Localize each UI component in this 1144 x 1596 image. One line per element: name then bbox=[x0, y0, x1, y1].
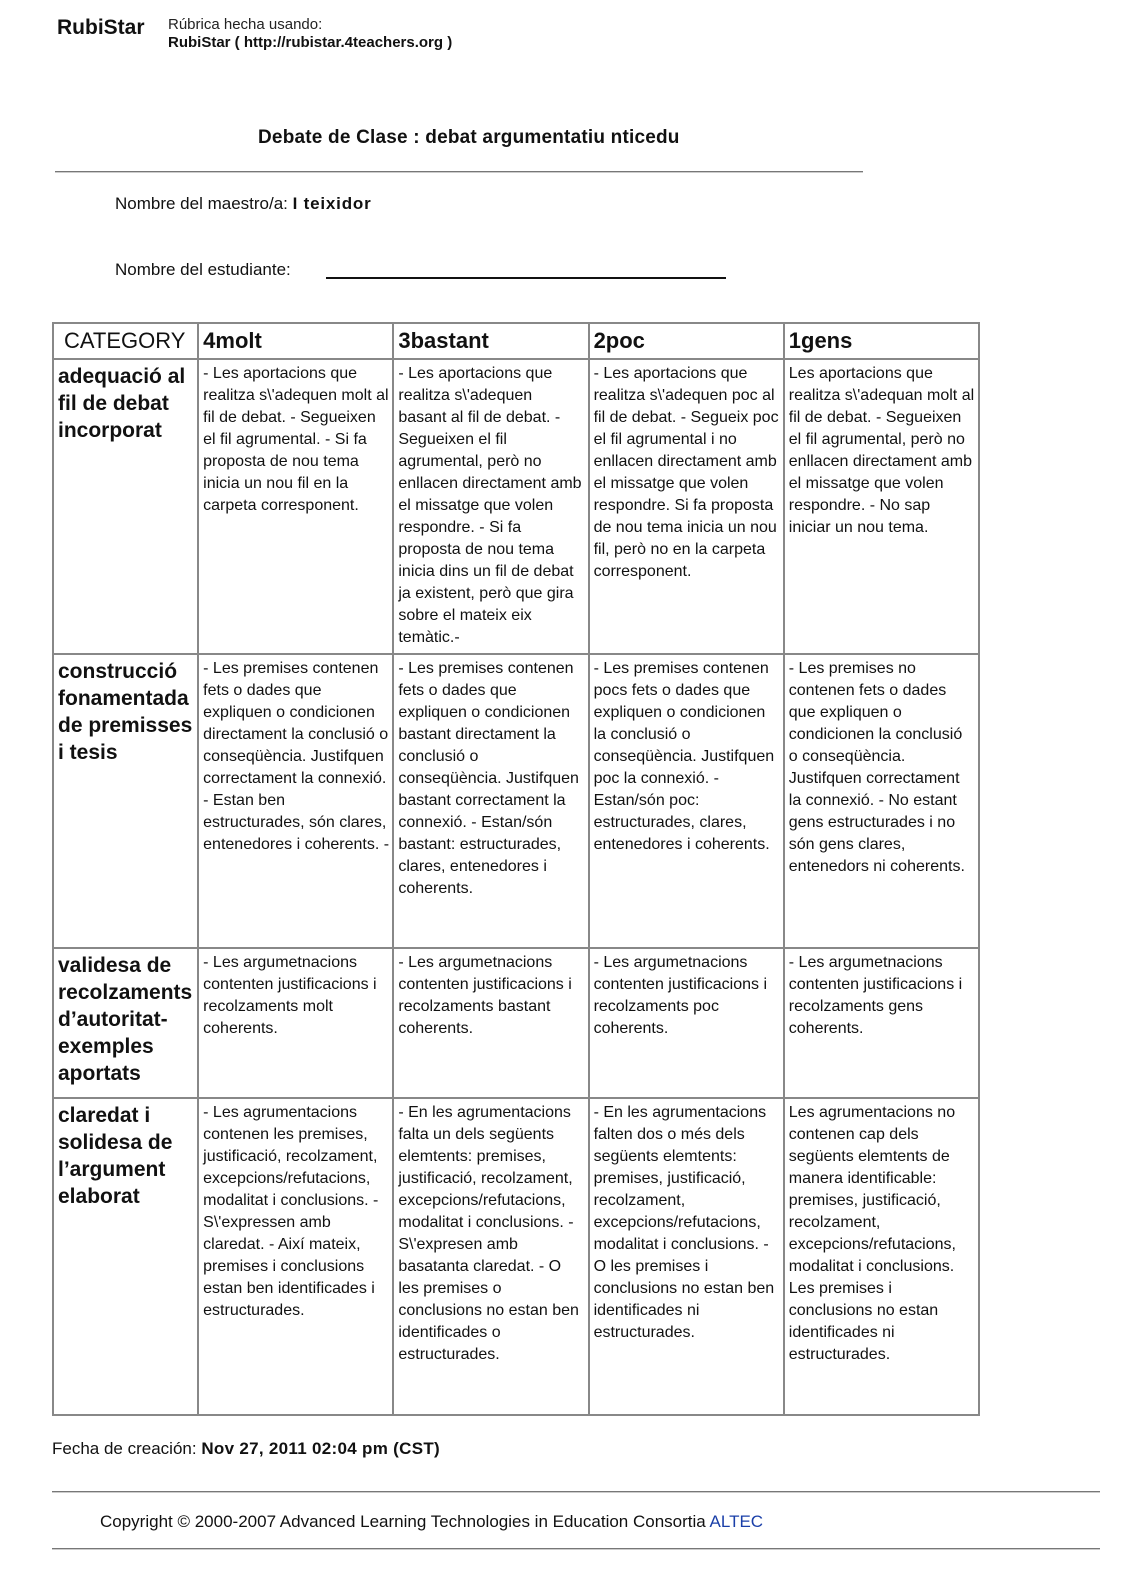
header-level-2: 2poc bbox=[589, 323, 784, 359]
footer-divider-top bbox=[52, 1491, 1100, 1493]
made-using-url: RubiStar ( http://rubistar.4teachers.org ) bbox=[168, 34, 453, 51]
rubric-header-row bbox=[53, 323, 979, 359]
teacher-line bbox=[115, 194, 372, 214]
table-row bbox=[53, 948, 979, 1098]
table-cell: - Les premises contenen pocs fets o dades que expliquen o condicionen la conclusió o conseqüència. Justifquen poc la connexió. - Estan/són poc: estructurades, clares, entenedores i coherents. bbox=[589, 654, 784, 948]
table-cell: - En les agrumentacions falten dos o més dels següents elemtents: premises, justificació, recolzament, excepcions/refutacions, modalitat i conclusions. - O les premises i conclusions no estan ben identificades ni estructurades. bbox=[589, 1098, 784, 1415]
table-cell: - Les aportacions que realitza s\'adequen basant al fil de debat. - Segueixen el fil agrumental, però no enllacen directament amb el missatge que volen respondre. - Si fa proposta de nou tema inicia dins un fil de debat ja existent, però que gira sobre el mateix eix temàtic.- bbox=[393, 359, 588, 654]
table-cell: - Les premises no contenen fets o dades que expliquen o condicionen la conclusió o conseqüència. Justifquen correctament la connexió. - No estant gens estructurades i no són gens clares, entenedors ni coherents. bbox=[784, 654, 979, 948]
table-row bbox=[53, 359, 979, 654]
table-cell: - Les agrumentacions contenen les premises, justificació, recolzament, excepcions/refutacions, modalitat i conclusions. - S\'expressen amb claredat. - Així mateix, premises i conclusions estan ben identificades i estructurades. bbox=[198, 1098, 393, 1415]
row-category: validesa de recolzaments d’autoritat-exemples aportats bbox=[53, 948, 198, 1098]
header-level-4: 4molt bbox=[198, 323, 393, 359]
altec-link[interactable]: ALTEC bbox=[709, 1512, 764, 1531]
row-category: adequació al fil de debat incorporat bbox=[53, 359, 198, 654]
row-category: construcció fonamentada de premisses i tesis bbox=[53, 654, 198, 948]
copyright-text: Copyright © 2000-2007 Advanced Learning Technologies in Education Consortia bbox=[100, 1512, 706, 1531]
table-cell: Les agrumentacions no contenen cap dels següents elemtents de manera identificable: premises, justificació, recolzament, excepcions/refutacions, modalitat i conclusions. Les premises i conclusions no estan identificades ni estructurades. bbox=[784, 1098, 979, 1415]
header-level-1: 1gens bbox=[784, 323, 979, 359]
table-cell: - Les argumetnacions contenten justificacions i recolzaments gens coherents. bbox=[784, 948, 979, 1098]
rubric-table bbox=[52, 322, 980, 1416]
table-cell: - Les premises contenen fets o dades que expliquen o condicionen directament la conclusió o conseqüència. Justifquen correctament la connexió. - Estan ben estructurades, són clares, entenedores i coherents. - bbox=[198, 654, 393, 948]
teacher-label: Nombre del maestro/a: bbox=[115, 194, 288, 213]
title-divider bbox=[55, 171, 863, 173]
table-cell: - Les premises contenen fets o dades que expliquen o condicionen bastant directament la conclusió o conseqüència. Justifquen bastant correctament la connexió. - Estan/són bastant: estructurades, clares, entenedores i coherents. bbox=[393, 654, 588, 948]
table-cell: - Les aportacions que realitza s\'adequen molt al fil de debat. - Segueixen el fil agrumental. - Si fa proposta de nou tema inicia un nou fil en la carpeta corresponent. bbox=[198, 359, 393, 654]
student-label: Nombre del estudiante: bbox=[115, 260, 291, 279]
student-name-blank bbox=[326, 277, 726, 279]
creation-date-value: Nov 27, 2011 02:04 pm (CST) bbox=[201, 1439, 440, 1458]
header-category: CATEGORY bbox=[53, 323, 198, 359]
table-row bbox=[53, 654, 979, 948]
table-cell: - En les agrumentacions falta un dels següents elemtents: premises, justificació, recolzament, excepcions/refutacions, modalitat i conclusions. - S\'expresen amb basatanta claredat. - O les premises o conclusions no estan ben identificades o estructurades. bbox=[393, 1098, 588, 1415]
footer-divider-bottom bbox=[52, 1548, 1100, 1550]
table-cell: - Les argumetnacions contenten justificacions i recolzaments bastant coherents. bbox=[393, 948, 588, 1098]
creation-date-label: Fecha de creación: bbox=[52, 1439, 197, 1458]
creation-date-line bbox=[52, 1439, 440, 1459]
brand-logo-text: RubiStar bbox=[57, 16, 145, 39]
made-using-label: Rúbrica hecha usando: bbox=[168, 16, 323, 33]
table-cell: - Les aportacions que realitza s\'adequen poc al fil de debat. - Segueix poc el fil agrumental i no enllacen directament amb el missatge que volen respondre. Si fa proposta de nou tema inicia un nou fil, però no en la carpeta corresponent. bbox=[589, 359, 784, 654]
header-level-3: 3bastant bbox=[393, 323, 588, 359]
table-cell: Les aportacions que realitza s\'adequan molt al fil de debat. - Segueixen el fil agrumental, però no enllacen directament amb el missatge que volen respondre. - No sap iniciar un nou tema. bbox=[784, 359, 979, 654]
page-title: Debate de Clase : debat argumentatiu nticedu bbox=[258, 127, 680, 148]
table-cell: - Les argumetnacions contenten justificacions i recolzaments molt coherents. bbox=[198, 948, 393, 1098]
row-category: claredat i solidesa de l’argument elaborat bbox=[53, 1098, 198, 1415]
table-cell: - Les argumetnacions contenten justificacions i recolzaments poc coherents. bbox=[589, 948, 784, 1098]
copyright-line bbox=[100, 1512, 763, 1532]
table-row bbox=[53, 1098, 979, 1415]
teacher-name: I teixidor bbox=[292, 194, 372, 213]
